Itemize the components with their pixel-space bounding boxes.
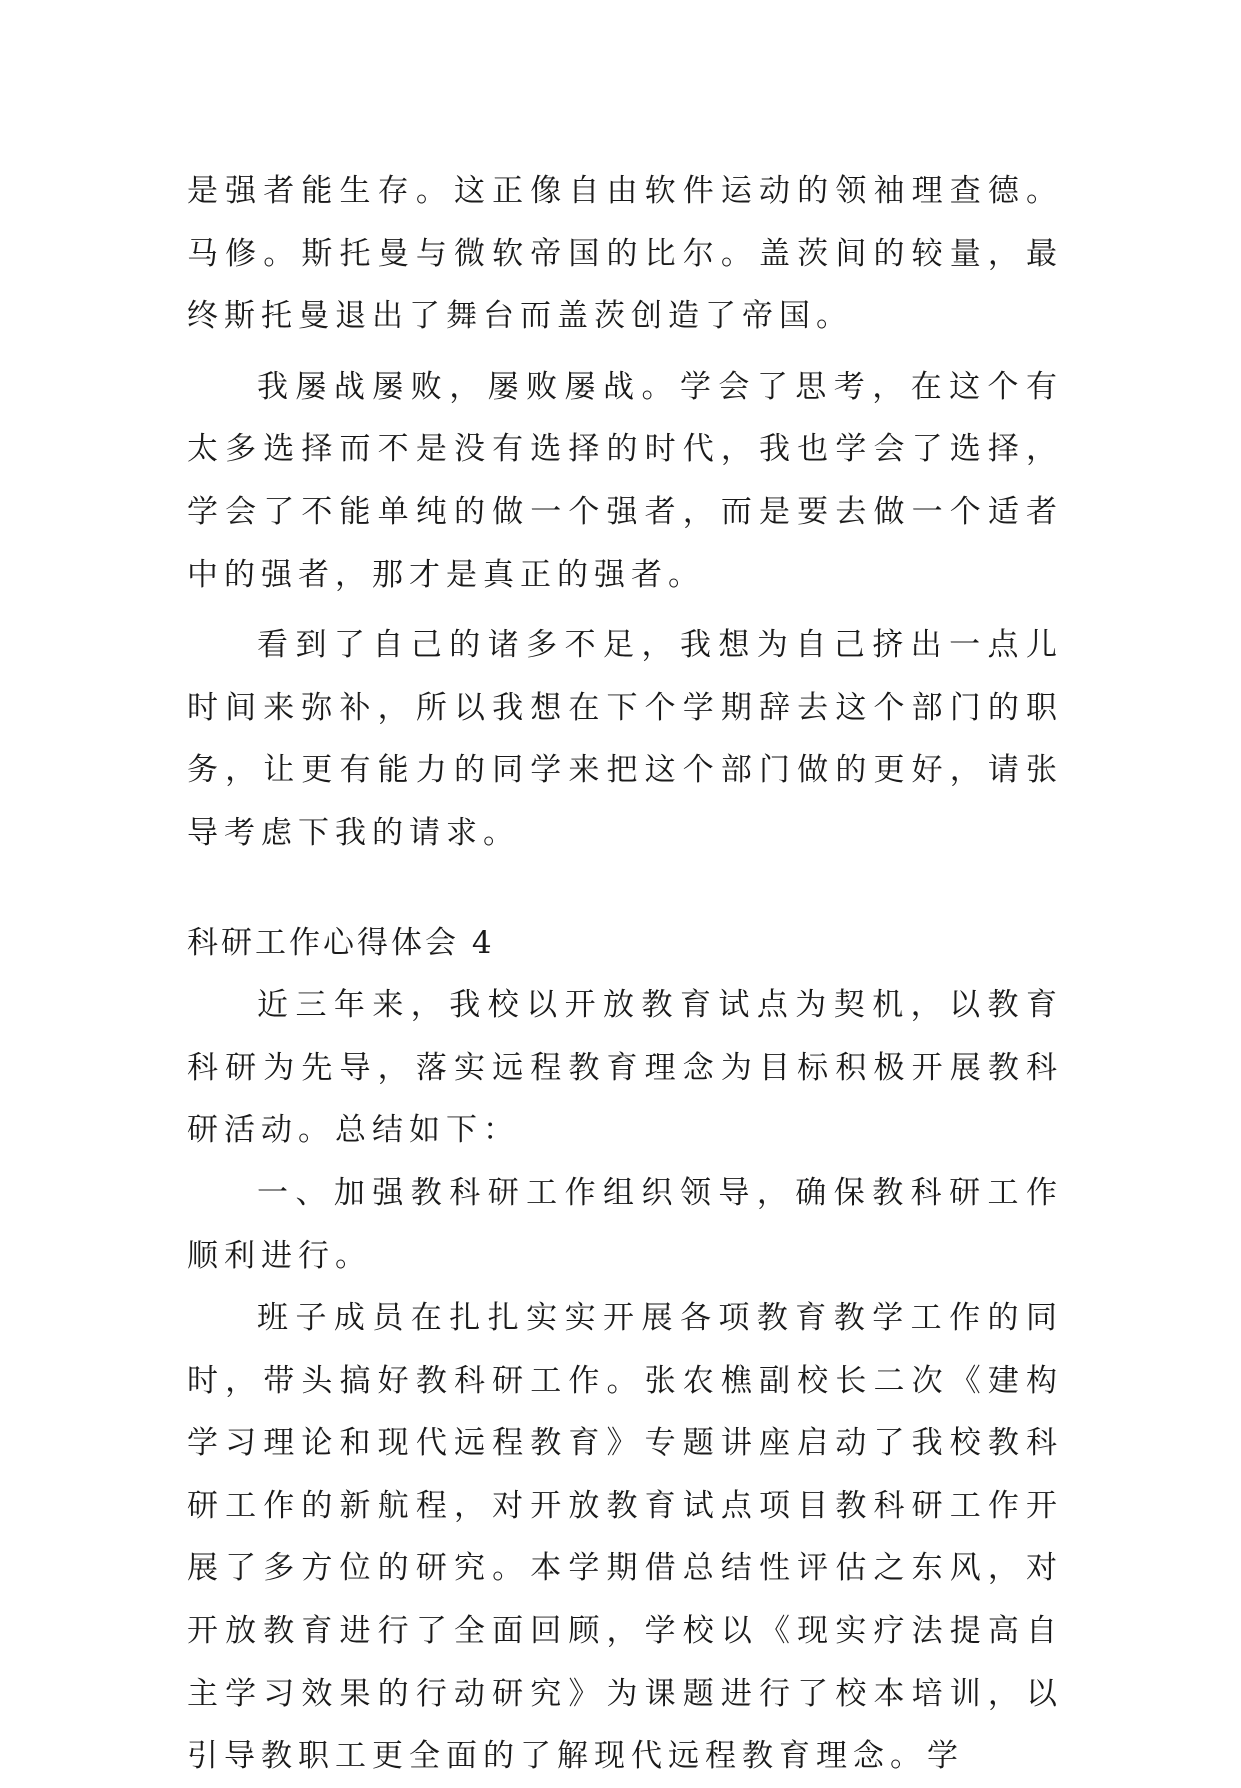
paragraph: 班子成员在扎扎实实开展各项教育教学工作的同时，带头搞好教科研工作。张农樵副校长二次《建构学习理论和现代远程教育》专题讲座启动了我校教科研工作的新航程，对开放教育试点项目教科研工作开展了多方位的研究。本学期借总结性评估之东风，对开放教育进行了全面回顾，学校以《现实疗法提高自主学习效果的行动研究》为课题进行了校本培训，以引导教职工更全面的了解现代远程教育理念。学 <box>187 1300 1063 1775</box>
section-heading: 科研工作心得体会 4 <box>187 924 495 961</box>
paragraph: 一、加强教科研工作组织领导，确保教科研工作顺利进行。 <box>187 1174 1063 1274</box>
paragraph: 我屡战屡败，屡败屡战。学会了思考，在这个有太多选择而不是没有选择的时代，我也学会了选择，学会了不能单纯的做一个强者，而是要去做一个适者中的强者，那才是真正的强者。 <box>187 368 1063 593</box>
document-page <box>187 160 1063 1788</box>
paragraph: 近三年来，我校以开放教育试点为契机，以教育科研为先导，落实远程教育理念为目标积极开展教科研活动。总结如下： <box>187 987 1063 1149</box>
paragraph: 看到了自己的诸多不足，我想为自己挤出一点儿时间来弥补，所以我想在下个学期辞去这个部门的职务，让更有能力的同学来把这个部门做的更好，请张导考虑下我的请求。 <box>187 627 1063 851</box>
paragraph-continuation: 是强者能生存。这正像自由软件运动的领袖理查德。马修。斯托曼与微软帝国的比尔。盖茨间的较量，最终斯托曼退出了舞台而盖茨创造了帝国。 <box>187 173 1063 335</box>
